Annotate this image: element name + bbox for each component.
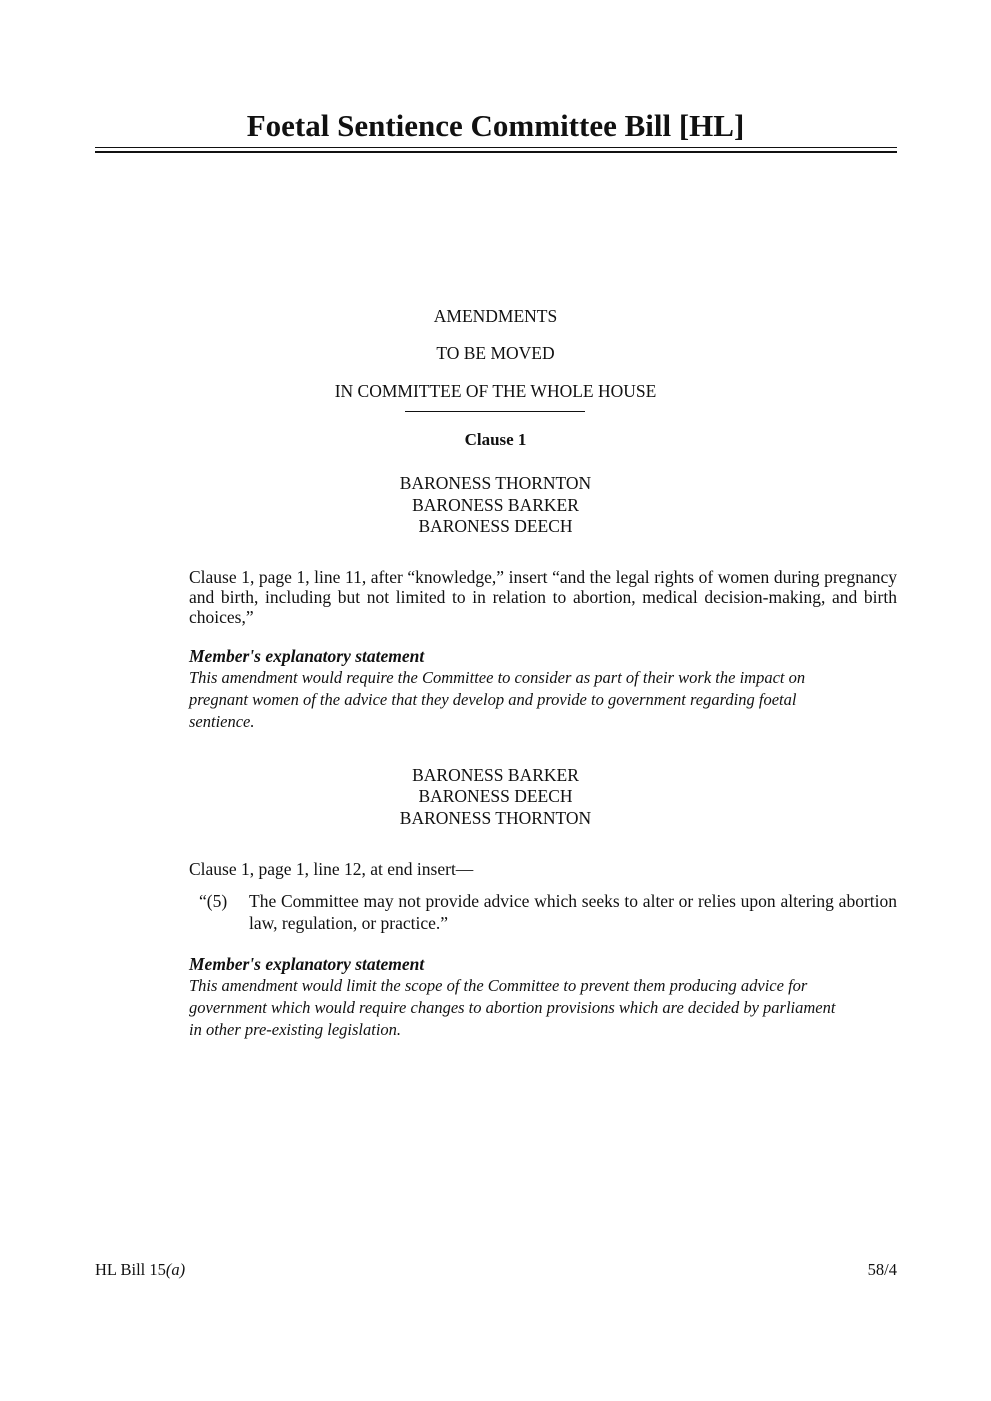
- intro-line: AMENDMENTS: [433, 306, 558, 326]
- member-name: BARONESS BARKER: [412, 765, 579, 785]
- bill-suffix: (a): [165, 1260, 186, 1279]
- intro-line: TO BE MOVED: [436, 343, 555, 363]
- statement-heading: Member's explanatory statement: [189, 954, 425, 974]
- clause-heading: Clause 1: [464, 430, 527, 449]
- member-name: BARONESS DEECH: [418, 516, 573, 536]
- statement-line: This amendment would limit the scope of the Committee to prevent them producing advice for: [189, 976, 808, 995]
- document-title: Foetal Sentience Committee Bill [HL]: [246, 108, 745, 143]
- statement-line: sentience.: [189, 712, 255, 731]
- page-reference: 58/4: [867, 1260, 897, 1279]
- intro-line: IN COMMITTEE OF THE WHOLE HOUSE: [334, 381, 657, 401]
- statement-line: government which would require changes to abortion provisions which are decided by parliament: [189, 998, 836, 1017]
- amendment-text: Clause 1, page 1, line 12, at end insert—: [189, 859, 474, 879]
- statement-line: pregnant women of the advice that they develop and provide to government regarding foetal: [189, 690, 797, 709]
- member-name: BARONESS DEECH: [418, 786, 573, 806]
- section-divider: [405, 411, 585, 412]
- member-name: BARONESS THORNTON: [399, 808, 592, 828]
- bill-prefix: HL Bill 15: [95, 1260, 166, 1279]
- statement-line: This amendment would require the Committee to consider as part of their work the impact on: [189, 668, 806, 687]
- member-name: BARONESS BARKER: [412, 495, 579, 515]
- statement-heading: Member's explanatory statement: [189, 646, 425, 666]
- statement-line: in other pre-existing legislation.: [189, 1020, 402, 1039]
- subsection-number: “(5): [199, 891, 228, 911]
- subsection-text: The Committee may not provide advice which seeks to alter or relies upon altering abortion law, regulation, or practice.”: [249, 891, 897, 933]
- bill-number: [95, 1259, 185, 1281]
- title-rule-thin: [95, 147, 897, 148]
- title-rule-thick: [95, 151, 897, 153]
- member-name: BARONESS THORNTON: [399, 473, 592, 493]
- amendment-text: Clause 1, page 1, line 11, after “knowledge,” insert “and the legal rights of women during pregnancy and birth, including but not limited to in relation to abortion, medical decision-making, and birth choices,”: [189, 567, 897, 627]
